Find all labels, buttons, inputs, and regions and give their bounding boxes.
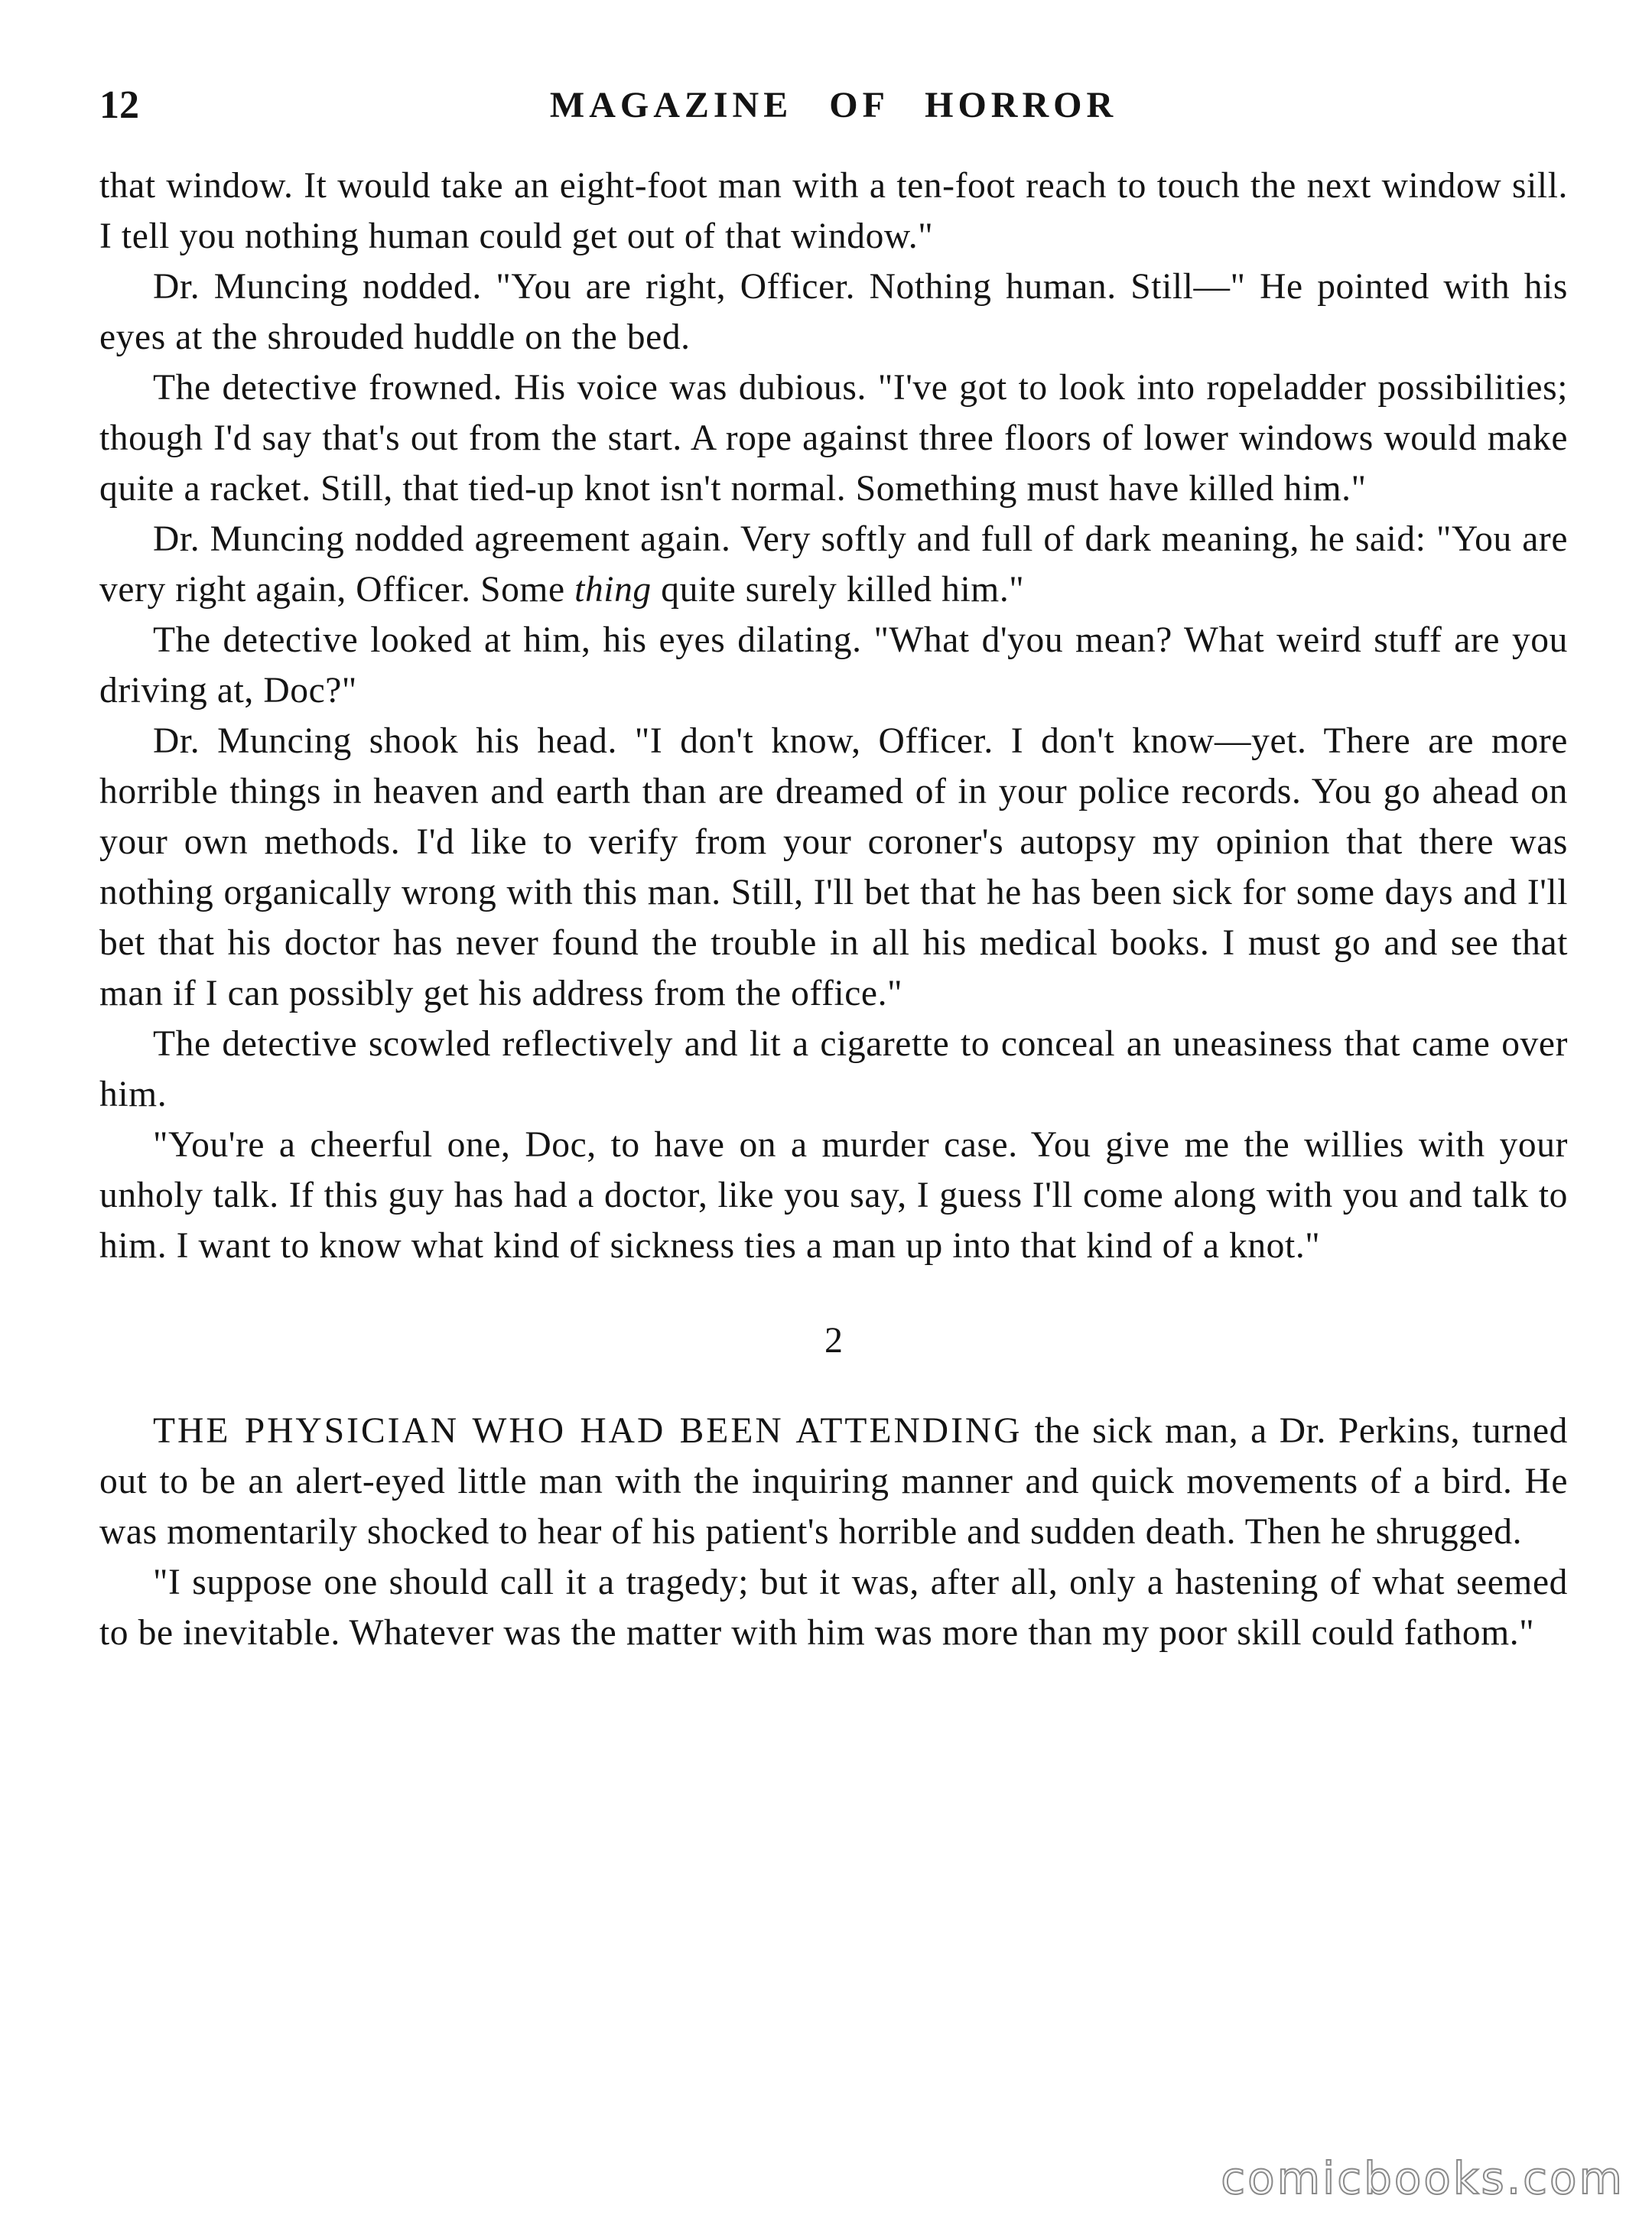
paragraph-text: the sick man, a Dr. Perkins, turned out to be an alert-eyed little man with the inquiring manner and quick movements of a bird. He was momentarily shocked to hear of his patient's horrible and sudden death. Then he shrugged. [99, 1411, 1568, 1552]
paragraph: "You're a cheerful one, Doc, to have on a murder case. You give me the willies with your unholy talk. If this guy has had a doctor, like you say, I guess I'll come along with you and talk to him. I want to know what kind of sickness ties a man up into that kind of a knot." [99, 1125, 1568, 1266]
paragraph-text: Dr. Muncing nodded agreement again. Very softly and full of dark meaning, he said: "You are very right again, Officer. Some [99, 519, 1568, 610]
watermark-logo: comicbooks.com [1221, 2152, 1624, 2204]
paragraph: that window. It would take an eight-foot man with a ten-foot reach to touch the next window sill. I tell you nothing human could get out of that window." [99, 166, 1568, 256]
text-column [99, 161, 1568, 1658]
paragraph: The detective looked at him, his eyes dilating. "What d'you mean? What weird stuff are you driving at, Doc?" [99, 620, 1568, 711]
page-number: 12 [99, 83, 139, 127]
paragraph: Dr. Muncing shook his head. "I don't know, Officer. I don't know—yet. There are more horrible things in heaven and earth than are dreamed of in your police records. You go ahead on your own methods. I'd like to verify from your coroner's autopsy my opinion that there was nothing organically wrong with this man. Still, I'll bet that he has been sick for some days and I'll bet that his doctor has never found the trouble in all his medical books. I must go and see that man if I can possibly get his address from the office." [99, 721, 1568, 1013]
paragraph: "I suppose one should call it a tragedy; but it was, after all, only a hastening of what seemed to be inevitable. Whatever was the matter with him was more than my poor skill could fathom." [99, 1563, 1568, 1653]
paragraph-text: quite surely killed him." [651, 570, 1025, 610]
italic-word: thing [574, 570, 652, 610]
paragraph: The detective scowled reflectively and lit a cigarette to conceal an uneasiness that came over him. [99, 1024, 1568, 1114]
section-lead: THE PHYSICIAN WHO HAD BEEN ATTENDING [153, 1411, 1023, 1451]
paragraph [99, 514, 1568, 615]
page-header [99, 75, 1568, 136]
running-title: MAGAZINE OF HORROR [549, 85, 1118, 125]
paragraph: The detective frowned. His voice was dubious. "I've got to look into ropeladder possibilities; though I'd say that's out from the start. A rope against three floors of lower windows would make quite a racket. Still, that tied-up knot isn't normal. Something must have killed him." [99, 368, 1568, 509]
section-number: 2 [824, 1320, 843, 1361]
paragraph [99, 1406, 1568, 1557]
paragraph: Dr. Muncing nodded. "You are right, Officer. Nothing human. Still—" He pointed with his eyes at the shrouded huddle on the bed. [99, 267, 1568, 357]
